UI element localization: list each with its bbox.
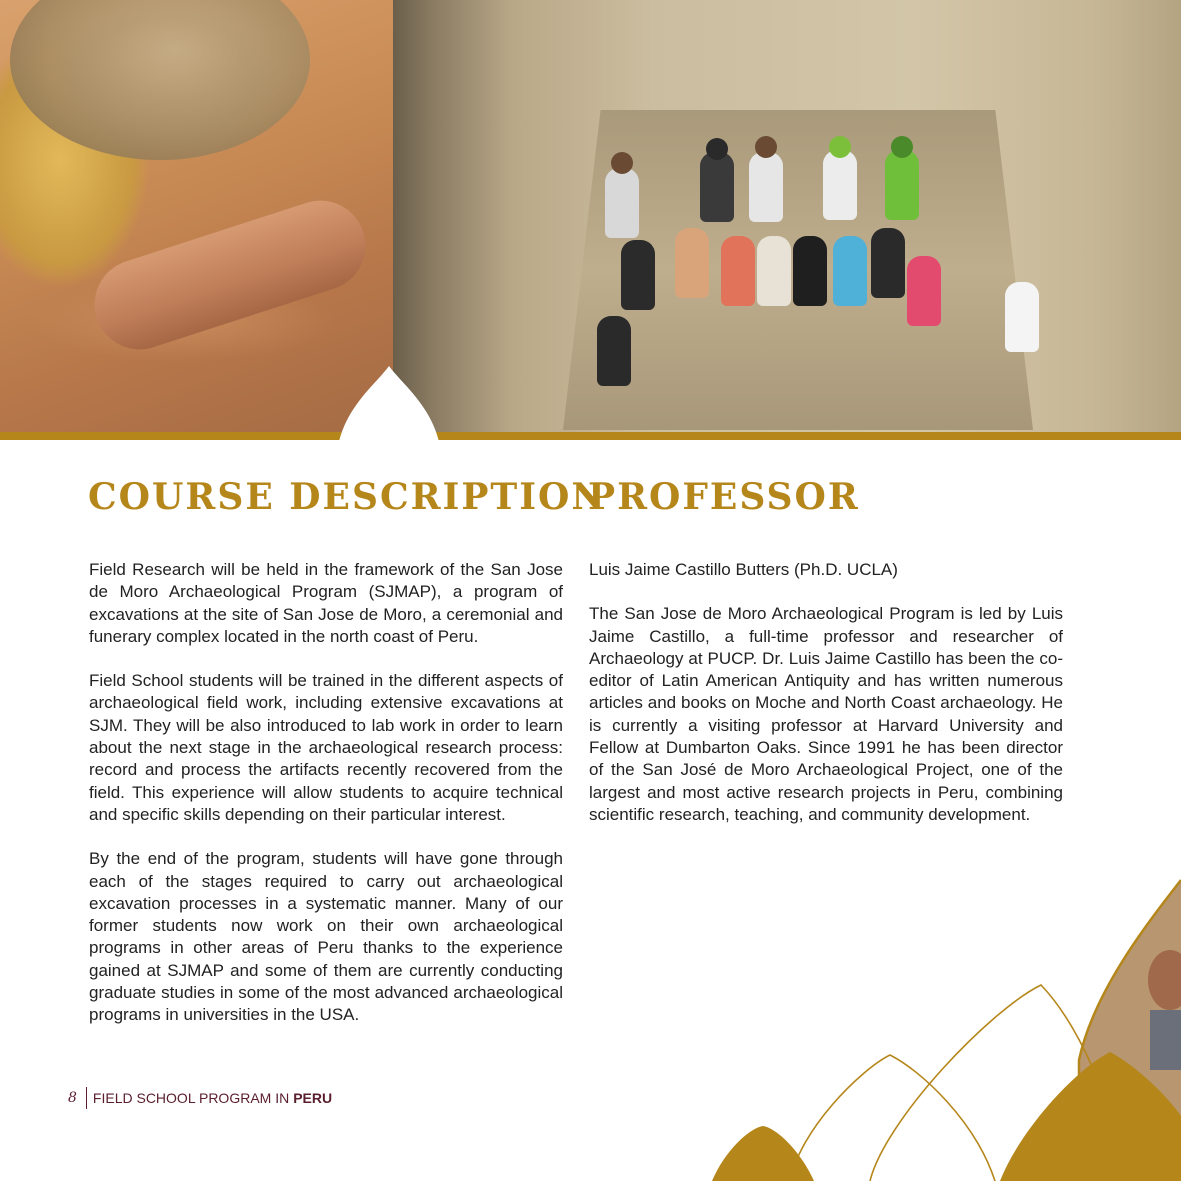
professor-name: Luis Jaime Castillo Butters (Ph.D. UCLA) bbox=[589, 560, 898, 579]
course-description-title: COURSE DESCRIPTION bbox=[88, 476, 607, 518]
course-paragraph: Field Research will be held in the framework of the San Jose de Moro Archaeological Program (SJMAP), a program of excavations at the site of San Jose de Moro, a ceremonial and funerary complex located in the north coast of Peru. bbox=[89, 560, 563, 646]
footer-label: FIELD SCHOOL PROGRAM IN bbox=[92, 1090, 290, 1106]
course-paragraph: By the end of the program, students will have gone through each of the stages required to carry out archaeological excavation processes in a systematic manner. Many of our former students now work on their own archaeological programs in other areas of Peru thanks to the experience gained at SJMAP and some of them are currently conducting graduate studies in some of the most advanced archaeological programs in universities in the USA. bbox=[89, 849, 563, 1025]
professor-title: PROFESSOR bbox=[588, 476, 860, 518]
arch-outline bbox=[790, 1055, 995, 1181]
professor-bio: The San Jose de Moro Archaeological Program is led by Luis Jaime Castillo, a full-time professor and researcher of Archaeology at PUCP. Dr. Luis Jaime Castillo has been the co-editor of Latin American Antiquity and has written numerous articles and books on Moche and North Coast archaeology. He is currently a visiting professor at Harvard University and Fellow at Dumbarton Oaks. Since 1991 he has been director of the San José de Moro Archaeological Project, one of the largest and most active research projects in Peru, combining scientific research, teaching, and community development. bbox=[589, 604, 1063, 824]
page-number: 8 bbox=[68, 1090, 77, 1106]
footer-label-strong: PERU bbox=[293, 1090, 333, 1106]
course-paragraph: Field School students will be trained in the different aspects of archaeological field work, including extensive excavations at SJM. They will be also introduced to lab work in order to learn about the next stage in the archaeological research process: record and process the artifacts recently recovered from the field. This experience will allow students to acquire technical and specific skills depending on their particular interest. bbox=[89, 671, 563, 824]
